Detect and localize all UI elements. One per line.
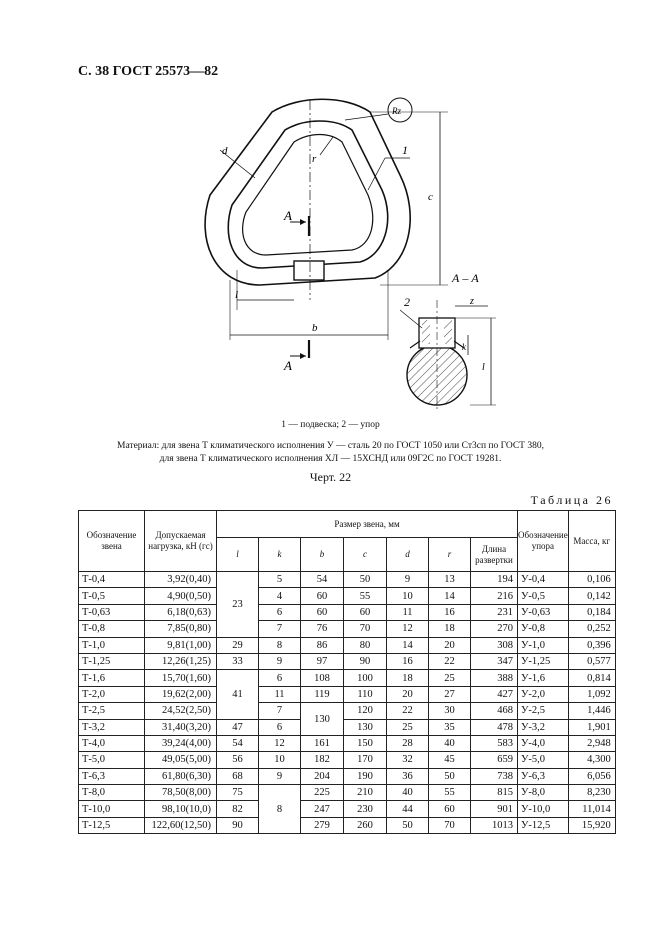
cell-r: 16 [429, 604, 471, 620]
cell-b: 279 [301, 817, 344, 833]
cell-stop: У-2,5 [518, 703, 569, 719]
cell-stop: У-12,5 [518, 817, 569, 833]
cell-b: 182 [301, 752, 344, 768]
cell-mass: 4,300 [568, 752, 615, 768]
dim-b: b [312, 322, 318, 334]
cell-stop: У-0,5 [518, 588, 569, 604]
col-designation: Обозначение звена [79, 511, 145, 572]
cell-k: 6 [259, 670, 301, 686]
cell-name: Т-10,0 [79, 801, 145, 817]
cell-mass: 0,106 [568, 572, 615, 588]
cell-b: 247 [301, 801, 344, 817]
cell-load: 9,81(1,00) [145, 637, 217, 653]
cell-len: 1013 [471, 817, 518, 833]
cell-name: Т-1,6 [79, 670, 145, 686]
cell-c: 210 [344, 785, 387, 801]
table-row [79, 653, 616, 669]
cell-k: 6 [259, 719, 301, 735]
cell-r: 20 [429, 637, 471, 653]
cell-d: 28 [387, 735, 429, 751]
cell-load: 122,60(12,50) [145, 817, 217, 833]
cell-k: 7 [259, 703, 301, 719]
col-b: b [301, 538, 344, 572]
table-row [79, 735, 616, 751]
cell-r: 13 [429, 572, 471, 588]
table-row [79, 686, 616, 702]
dim-l: l [235, 289, 239, 301]
cell-len: 194 [471, 572, 518, 588]
col-c: c [344, 538, 387, 572]
col-size-group: Размер звена, мм [217, 511, 518, 538]
cell-stop: У-6,3 [518, 768, 569, 784]
dim-z: z [470, 296, 474, 307]
cell-b: 119 [301, 686, 344, 702]
table-row [79, 817, 616, 833]
table-row [79, 572, 616, 588]
cell-len: 815 [471, 785, 518, 801]
cell-r: 27 [429, 686, 471, 702]
cell-mass: 0,252 [568, 621, 615, 637]
cell-stop: У-4,0 [518, 735, 569, 751]
cell-c: 130 [344, 719, 387, 735]
cell-k: 10 [259, 752, 301, 768]
section-mark-lower: A [284, 358, 292, 373]
cell-d: 36 [387, 768, 429, 784]
cell-k: 12 [259, 735, 301, 751]
cell-b: 108 [301, 670, 344, 686]
col-stop: Обозначение упора [518, 511, 569, 572]
col-l: l [217, 538, 259, 572]
cell-c: 70 [344, 621, 387, 637]
table-row [79, 703, 616, 719]
dimensions-table [78, 510, 616, 834]
cell-name: Т-8,0 [79, 785, 145, 801]
cell-k: 8 [259, 785, 301, 834]
cell-k: 5 [259, 572, 301, 588]
cell-k: 9 [259, 768, 301, 784]
cell-stop: У-3,2 [518, 719, 569, 735]
cell-r: 60 [429, 801, 471, 817]
cell-c: 170 [344, 752, 387, 768]
figure-caption: 1 — подвеска; 2 — упор [281, 420, 380, 430]
cell-r: 45 [429, 752, 471, 768]
cell-stop: У-0,4 [518, 572, 569, 588]
cell-len: 659 [471, 752, 518, 768]
cell-mass: 6,056 [568, 768, 615, 784]
cell-r: 25 [429, 670, 471, 686]
cell-l: 29 [217, 637, 259, 653]
cell-k: 4 [259, 588, 301, 604]
cell-mass: 11,014 [568, 801, 615, 817]
cell-len: 216 [471, 588, 518, 604]
cell-len: 468 [471, 703, 518, 719]
cell-load: 98,10(10,0) [145, 801, 217, 817]
table-row [79, 670, 616, 686]
cell-d: 40 [387, 785, 429, 801]
cell-c: 80 [344, 637, 387, 653]
cell-load: 49,05(5,00) [145, 752, 217, 768]
col-r: r [429, 538, 471, 572]
cell-d: 18 [387, 670, 429, 686]
cell-name: Т-5,0 [79, 752, 145, 768]
cell-mass: 0,577 [568, 653, 615, 669]
col-d: d [387, 538, 429, 572]
cell-r: 50 [429, 768, 471, 784]
cell-r: 35 [429, 719, 471, 735]
col-length: Длина развертки [471, 538, 518, 572]
cell-c: 260 [344, 817, 387, 833]
cell-name: Т-6,3 [79, 768, 145, 784]
cell-r: 55 [429, 785, 471, 801]
cell-c: 110 [344, 686, 387, 702]
cell-l: 47 [217, 719, 259, 735]
cell-stop: У-8,0 [518, 785, 569, 801]
cell-len: 231 [471, 604, 518, 620]
cell-k: 6 [259, 604, 301, 620]
cell-b: 86 [301, 637, 344, 653]
cell-b: 54 [301, 572, 344, 588]
cell-l: 33 [217, 653, 259, 669]
cell-b: 130 [301, 703, 344, 736]
cell-mass: 1,446 [568, 703, 615, 719]
cell-d: 32 [387, 752, 429, 768]
col-k: k [259, 538, 301, 572]
cell-name: Т-4,0 [79, 735, 145, 751]
table-row [79, 768, 616, 784]
cell-stop: У-0,8 [518, 621, 569, 637]
cell-len: 388 [471, 670, 518, 686]
table-row [79, 621, 616, 637]
cell-load: 61,80(6,30) [145, 768, 217, 784]
cell-len: 478 [471, 719, 518, 735]
cell-len: 738 [471, 768, 518, 784]
cell-c: 120 [344, 703, 387, 719]
cell-mass: 1,092 [568, 686, 615, 702]
cell-mass: 0,814 [568, 670, 615, 686]
material-note-2: для звена Т климатического исполнения ХЛ — 15ХСНД или 09Г2С по ГОСТ 19281. [159, 454, 502, 464]
cell-l: 41 [217, 670, 259, 719]
dim-c: c [428, 191, 433, 203]
cell-load: 15,70(1,60) [145, 670, 217, 686]
cell-load: 6,18(0,63) [145, 604, 217, 620]
cell-d: 20 [387, 686, 429, 702]
cell-name: Т-1,0 [79, 637, 145, 653]
cell-d: 11 [387, 604, 429, 620]
cell-mass: 0,142 [568, 588, 615, 604]
cell-r: 70 [429, 817, 471, 833]
cell-d: 14 [387, 637, 429, 653]
cell-load: 3,92(0,40) [145, 572, 217, 588]
cell-r: 18 [429, 621, 471, 637]
cell-d: 12 [387, 621, 429, 637]
section-label: А – А [452, 271, 479, 285]
cell-name: Т-1,25 [79, 653, 145, 669]
cell-b: 60 [301, 588, 344, 604]
cell-mass: 8,230 [568, 785, 615, 801]
cell-load: 12,26(1,25) [145, 653, 217, 669]
cell-stop: У-0,63 [518, 604, 569, 620]
cell-r: 30 [429, 703, 471, 719]
cell-load: 39,24(4,00) [145, 735, 217, 751]
cell-l: 56 [217, 752, 259, 768]
cell-d: 22 [387, 703, 429, 719]
table-row [79, 719, 616, 735]
cell-c: 230 [344, 801, 387, 817]
cell-stop: У-1,0 [518, 637, 569, 653]
cell-load: 78,50(8,00) [145, 785, 217, 801]
cell-k: 8 [259, 637, 301, 653]
stop-block [294, 261, 324, 280]
cell-b: 204 [301, 768, 344, 784]
cell-d: 25 [387, 719, 429, 735]
dim-d: d [222, 145, 228, 157]
cell-name: Т-2,0 [79, 686, 145, 702]
cell-name: Т-0,8 [79, 621, 145, 637]
cell-name: Т-0,63 [79, 604, 145, 620]
table-title: Таблица 26 [530, 493, 613, 507]
cell-b: 76 [301, 621, 344, 637]
table-row [79, 752, 616, 768]
cell-len: 583 [471, 735, 518, 751]
cell-len: 270 [471, 621, 518, 637]
label-1: 1 [402, 143, 408, 157]
cell-load: 24,52(2,50) [145, 703, 217, 719]
cell-load: 31,40(3,20) [145, 719, 217, 735]
cell-d: 16 [387, 653, 429, 669]
cell-len: 308 [471, 637, 518, 653]
cell-mass: 0,184 [568, 604, 615, 620]
cell-name: Т-12,5 [79, 817, 145, 833]
cell-mass: 1,901 [568, 719, 615, 735]
cell-l: 23 [217, 572, 259, 638]
cell-c: 55 [344, 588, 387, 604]
cell-c: 190 [344, 768, 387, 784]
col-load: Допускаемая нагрузка, кН (гс) [145, 511, 217, 572]
cell-mass: 15,920 [568, 817, 615, 833]
cell-k: 9 [259, 653, 301, 669]
dim-r: r [312, 153, 317, 165]
cell-name: Т-3,2 [79, 719, 145, 735]
cell-d: 50 [387, 817, 429, 833]
table-row [79, 785, 616, 801]
cell-len: 347 [471, 653, 518, 669]
cell-stop: У-1,25 [518, 653, 569, 669]
table-row [79, 637, 616, 653]
roughness-symbol: Rz [392, 106, 401, 116]
cell-b: 225 [301, 785, 344, 801]
figure-number: Черт. 22 [309, 470, 352, 484]
cell-len: 427 [471, 686, 518, 702]
cell-stop: У-1,6 [518, 670, 569, 686]
cell-b: 60 [301, 604, 344, 620]
cell-c: 50 [344, 572, 387, 588]
cell-load: 4,90(0,50) [145, 588, 217, 604]
cell-c: 60 [344, 604, 387, 620]
page-header: С. 38 ГОСТ 25573—82 [78, 64, 219, 79]
cell-b: 161 [301, 735, 344, 751]
cell-load: 7,85(0,80) [145, 621, 217, 637]
cell-mass: 0,396 [568, 637, 615, 653]
cell-l: 75 [217, 785, 259, 801]
cell-mass: 2,948 [568, 735, 615, 751]
cell-d: 44 [387, 801, 429, 817]
cell-b: 97 [301, 653, 344, 669]
ring-link [205, 99, 410, 285]
table-row [79, 604, 616, 620]
cell-l: 54 [217, 735, 259, 751]
cell-r: 14 [429, 588, 471, 604]
dim-l-section: l [482, 362, 485, 373]
cell-l: 68 [217, 768, 259, 784]
cell-load: 19,62(2,00) [145, 686, 217, 702]
cell-c: 90 [344, 653, 387, 669]
cell-name: Т-2,5 [79, 703, 145, 719]
cell-c: 150 [344, 735, 387, 751]
cell-l: 82 [217, 801, 259, 817]
cell-r: 40 [429, 735, 471, 751]
cell-r: 22 [429, 653, 471, 669]
cell-len: 901 [471, 801, 518, 817]
dim-k: k [462, 342, 466, 352]
cell-stop: У-10,0 [518, 801, 569, 817]
table-row [79, 801, 616, 817]
cell-d: 10 [387, 588, 429, 604]
section-mark-upper: A [284, 208, 292, 223]
cell-l: 90 [217, 817, 259, 833]
cell-stop: У-5,0 [518, 752, 569, 768]
col-mass: Масса, кг [568, 511, 615, 572]
material-note-1: Материал: для звена Т климатического исполнения У — сталь 20 по ГОСТ 1050 или Ст3сп по ГОСТ 380, [117, 441, 544, 451]
table-row [79, 588, 616, 604]
cell-name: Т-0,4 [79, 572, 145, 588]
label-2: 2 [404, 295, 410, 309]
cell-stop: У-2,0 [518, 686, 569, 702]
cell-c: 100 [344, 670, 387, 686]
cell-k: 11 [259, 686, 301, 702]
cell-d: 9 [387, 572, 429, 588]
cell-k: 7 [259, 621, 301, 637]
cell-name: Т-0,5 [79, 588, 145, 604]
